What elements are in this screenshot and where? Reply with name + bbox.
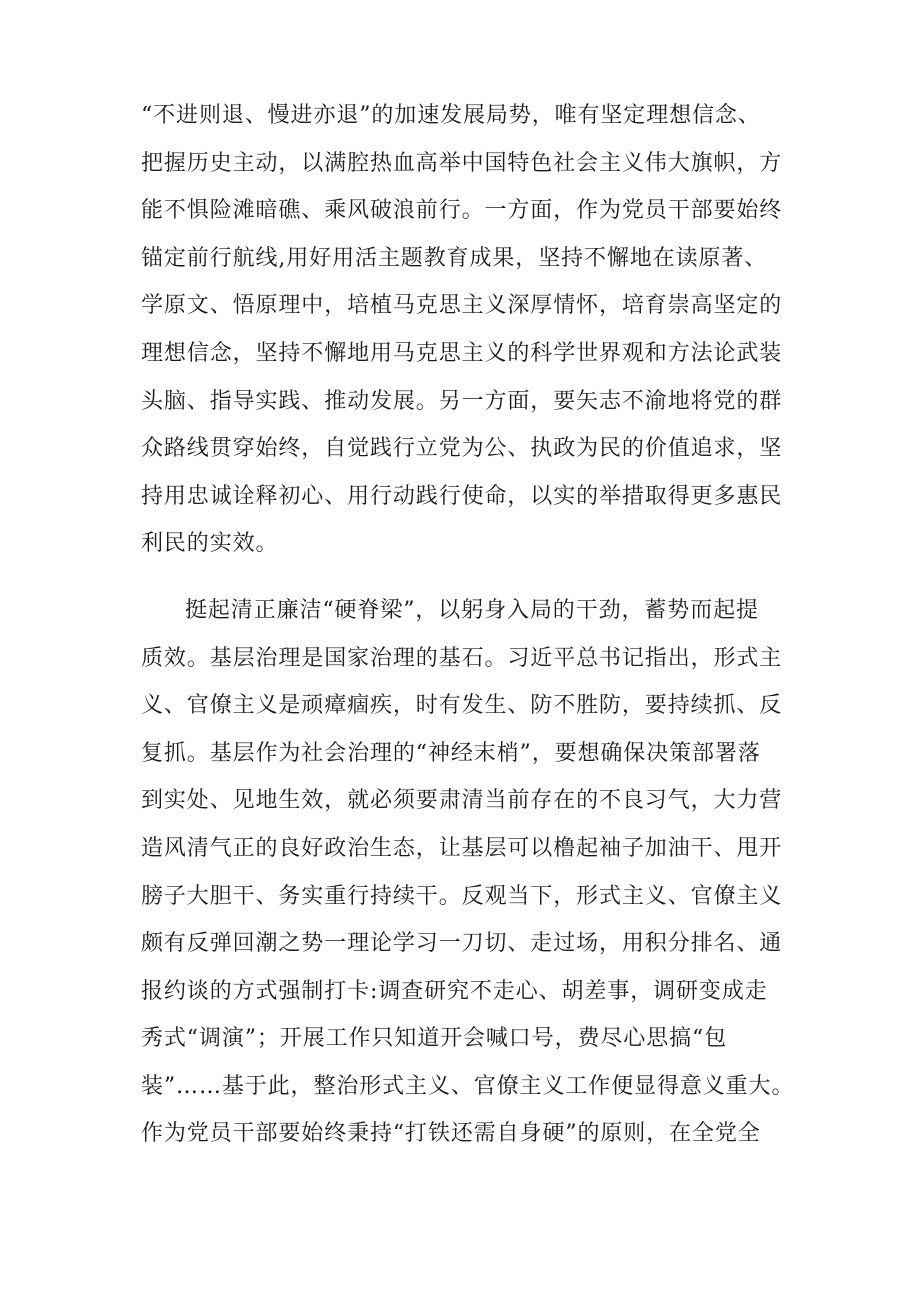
document-body bbox=[141, 92, 801, 1158]
text-line: 把握历史主动，以满腔热血高举中国特色社会主义伟大旗帜，方 bbox=[141, 150, 783, 176]
text-line: 膀子大胆干、务实重行持续干。反观当下，形式主义、官僚主义 bbox=[141, 883, 783, 909]
text-line: 能不惧险滩暗礁、乘风破浪前行。一方面，作为党员干部要始终 bbox=[141, 198, 783, 224]
text-line: 复抓。基层作为社会治理的“神经末梢”，要想确保决策部署落 bbox=[141, 740, 761, 766]
text-line: 挺起清正廉洁“硬脊梁”，以躬身入局的干劲，蓄势而起提 bbox=[185, 597, 759, 623]
text-line: 质效。基层治理是国家治理的基石。习近平总书记指出，形式主 bbox=[141, 645, 783, 671]
text-line: “不进则退、慢进亦退”的加速发展局势，唯有坚定理想信念、 bbox=[141, 103, 761, 128]
text-line: 持用忠诚诠释初心、用行动践行使命，以实的举措取得更多惠民 bbox=[141, 483, 783, 509]
text-line: 锚定前行航线,用好用活主题教育成果，坚持不懈地在读原著、 bbox=[141, 245, 768, 271]
text-line: 作为党员干部要始终秉持“打铁还需自身硬”的原则，在全党全 bbox=[141, 1121, 761, 1147]
text-line: 到实处、见地生效，就必须要肃清当前存在的不良习气，大力营 bbox=[141, 788, 783, 814]
paragraph-spacer bbox=[141, 568, 801, 587]
text-line: 学原文、悟原理中，培植马克思主义深厚情怀，培育崇高坚定的 bbox=[141, 293, 783, 319]
text-line: 义、官僚主义是顽瘴痼疾，时有发生、防不胜防，要持续抓、反 bbox=[141, 693, 783, 719]
text-line: 报约谈的方式强制打卡:调查研究不走心、胡差事，调研变成走 bbox=[141, 978, 768, 1004]
text-line: 头脑、指导实践、推动发展。另一方面，要矢志不渝地将党的群 bbox=[141, 388, 783, 414]
text-line: 理想信念，坚持不懈地用马克思主义的科学世界观和方法论武装 bbox=[141, 340, 783, 366]
text-line: 造风清气正的良好政治生态，让基层可以橹起袖子加油干、甩开 bbox=[141, 835, 783, 861]
text-line: 秀式“调演”；开展工作只知道开会喊口号，费尽心思搞“包 bbox=[141, 1026, 728, 1052]
text-line: 装”……基于此，整治形式主义、官僚主义工作便显得意义重大。 bbox=[141, 1073, 795, 1099]
paragraph-2 bbox=[141, 587, 801, 1158]
paragraph-1 bbox=[141, 92, 801, 568]
text-line: 利民的实效。 bbox=[141, 531, 279, 557]
text-line: 颇有反弹回潮之势一理论学习一刀切、走过场，用积分排名、通 bbox=[141, 931, 783, 957]
text-line: 众路线贯穿始终，自觉践行立党为公、执政为民的价值追求，坚 bbox=[141, 436, 783, 462]
